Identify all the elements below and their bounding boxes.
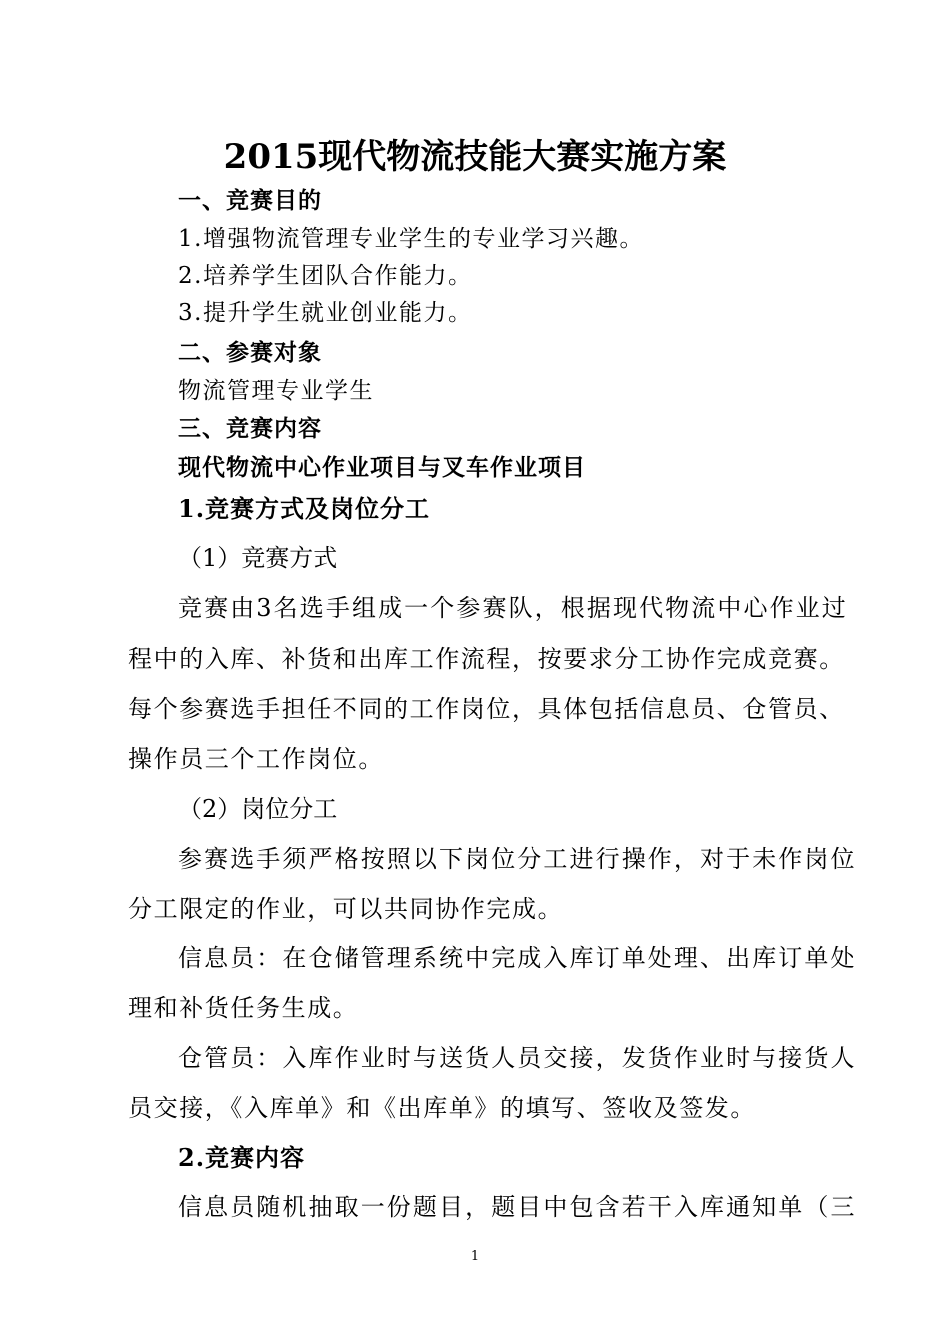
paragraph-line: 理和补货任务生成。 (128, 994, 359, 1022)
paragraph-line: 参赛选手须严格按照以下岗位分工进行操作，对于未作岗位 (178, 845, 857, 873)
paragraph-line: 分工限定的作业，可以共同协作完成。 (128, 895, 564, 923)
section-1-heading: 一、竞赛目的 (178, 187, 322, 214)
sub-2-heading: （2）岗位分工 (178, 795, 338, 823)
paragraph-line: 竞赛由3名选手组成一个参赛队，根据现代物流中心作业过 (178, 594, 848, 622)
paragraph-line: 仓管员：入库作业时与送货人员交接，发货作业时与接货人 (178, 1044, 857, 1072)
part-1-heading: 1.竞赛方式及岗位分工 (178, 494, 431, 523)
paragraph-line: 操作员三个工作岗位。 (128, 745, 384, 773)
section-3-subheading: 现代物流中心作业项目与叉车作业项目 (178, 454, 586, 481)
part-2-heading: 2.竞赛内容 (178, 1143, 306, 1172)
paragraph-line: 信息员随机抽取一份题目，题目中包含若干入库通知单（三 (178, 1193, 857, 1221)
section-1-item: 1.增强物流管理专业学生的专业学习兴趣。 (178, 226, 644, 252)
section-3-heading: 三、竞赛内容 (178, 415, 322, 442)
paragraph-line: 员交接，《入库单》和《出库单》的填写、签收及签发。 (128, 1094, 756, 1122)
section-1-item: 2.培养学生团队合作能力。 (178, 263, 473, 289)
paragraph-line: 程中的入库、补货和出库工作流程，按要求分工协作完成竞赛。 (128, 645, 845, 673)
sub-1-heading: （1）竞赛方式 (178, 544, 338, 572)
section-2-heading: 二、参赛对象 (178, 339, 322, 366)
paragraph-line: 每个参赛选手担任不同的工作岗位，具体包括信息员、仓管员、 (128, 695, 845, 723)
page-number: 1 (470, 1249, 480, 1264)
section-1-item: 3.提升学生就业创业能力。 (178, 300, 473, 326)
paragraph-line: 信息员：在仓储管理系统中完成入库订单处理、出库订单处 (178, 944, 857, 972)
section-2-text: 物流管理专业学生 (178, 378, 374, 404)
document-title: 2015现代物流技能大赛实施方案 (223, 137, 727, 177)
